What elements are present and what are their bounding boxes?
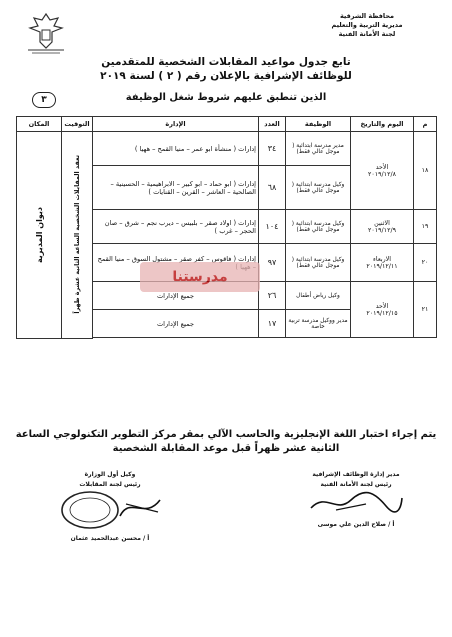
header-committee: لجنة الأمانة الفنية (338, 30, 396, 38)
table-row (17, 132, 437, 166)
row-number: ٢١ (414, 282, 437, 338)
row-job: وكيل مدرسة ابتدائية ( موجل عالي فقط) (286, 244, 351, 282)
official-stamp-icon (50, 490, 170, 530)
row-day: الأحد (375, 302, 389, 310)
col-header-m: م (414, 117, 437, 132)
schedule-table (16, 116, 437, 339)
header-directorate: مديرية التربية والتعليم (331, 21, 403, 29)
col-header-day: اليوم والتاريخ (351, 117, 414, 132)
eagle-emblem-icon (22, 10, 70, 54)
title-line-2: للوظائف الإشرافية بالإعلان رقم ( ٢ ) لسنة ٢٠١٩ (100, 70, 352, 82)
handwritten-signature-right-icon (306, 490, 406, 516)
page-number: ٣ (32, 92, 56, 108)
row-count: ١٧ (259, 310, 286, 338)
row-day-date (351, 282, 414, 338)
row-number: ١٩ (414, 210, 437, 244)
row-admin: إدارات ( اولاد صقر – بلبيس – ديرب نجم – شرق – صان الحجر – غرب ) (93, 210, 259, 244)
place-cell (17, 132, 62, 339)
col-header-admin: الإدارة (93, 117, 259, 132)
row-count: ٢٦ (259, 282, 286, 310)
row-day-date (351, 132, 414, 210)
note-line-2: الثانية عشر ظهراً قبل موعد المقابلة الشخصية (112, 443, 340, 454)
header-governorate: محافظة الشرقية (339, 12, 395, 20)
sign-left-name: أ / محسن عبدالحميد عثمان (70, 535, 150, 542)
sign-left-title: وكيل أول الوزارة (84, 471, 136, 478)
row-date: ٢٠١٩/١٢/٨ (368, 170, 396, 178)
row-day: الاربعاء (372, 255, 392, 263)
col-header-time: التوقيت (62, 117, 93, 132)
sign-right-title: مدير إدارة الوظائف الإشرافية (312, 471, 400, 478)
time-cell (62, 132, 93, 339)
row-job: وكيل مدرسة ابتدائية ( موجل عالي فقط) (286, 210, 351, 244)
row-job: وكيل رياض أطفال (286, 282, 351, 310)
row-admin: إدارات ( فاقوس – كفر صقر – مشتول السوق – منيا القمح (93, 244, 259, 282)
col-header-count: العدد (259, 117, 286, 132)
row-job: مدير مدرسة ابتدائية ( موجل عالي فقط) (286, 132, 351, 166)
title-line-1: تابع جدول مواعيد المقابلات الشخصية للمتقدمين (101, 56, 351, 68)
row-number: ١٨ (414, 132, 437, 210)
row-day-date (351, 244, 414, 282)
place-text: ديوان المديرية (34, 206, 44, 263)
spacer-cell (93, 338, 437, 339)
col-header-place: المكان (17, 117, 62, 132)
sign-right-name: أ / صلاح الدين علي موسى (317, 521, 395, 528)
row-count: ٦٨ (259, 166, 286, 210)
row-admin: إدارات ( ابو حماد – ابو كبير – الابراهيمية – الحسينية – الصالحية – العاشر – القرين – القنايات ) (93, 166, 259, 210)
title-line-3: الذين تنطبق عليهم شروط شغل الوظيفة (125, 92, 327, 103)
signature-block-left (40, 470, 180, 544)
row-admin: إدارات ( منشأة ابو عمر – منيا القمح – ههيا ) (93, 132, 259, 166)
row-date: ٢٠١٩/١٢/٩ (368, 226, 396, 234)
row-count: ٩٧ (259, 244, 286, 282)
row-day-date (351, 210, 414, 244)
header-ministry-block (312, 12, 422, 39)
row-number: ٢٠ (414, 244, 437, 282)
note-line-1: يتم إجراء اختبار اللغة الإنجليزية والحاسب الآلي بمقر مركز التطوير التكنولوجي الساعة (15, 429, 437, 440)
row-count: ٣٤ (259, 132, 286, 166)
row-date: ٢٠١٩/١٢/١٥ (366, 309, 398, 317)
time-text: تعقد المقابلات الشخصية الساعة الثانية عشرة ظهراً (73, 155, 81, 315)
row-job: مدير ووكيل مدرسة تربية خاصة (286, 310, 351, 338)
site-watermark: مدرستنا (140, 262, 260, 292)
row-admin: جميع الإدارات (93, 282, 259, 310)
row-job: وكيل مدرسة ابتدائية ( موجل عالي فقط) (286, 166, 351, 210)
signature-block-right (286, 470, 426, 530)
row-day: الاثنين (374, 219, 390, 227)
sign-left-role: رئيس لجنة المقابلات (79, 481, 141, 488)
row-date: ٢٠١٩/١٢/١١ (366, 262, 398, 270)
row-day: الأحد (375, 163, 389, 171)
sign-right-role: رئيس لجنة الأمانة الفنية (320, 481, 392, 488)
row-count: ١٠٤ (259, 210, 286, 244)
table-header-row (17, 117, 437, 132)
row-admin: جميع الإدارات (93, 310, 259, 338)
col-header-job: الوظيفة (286, 117, 351, 132)
